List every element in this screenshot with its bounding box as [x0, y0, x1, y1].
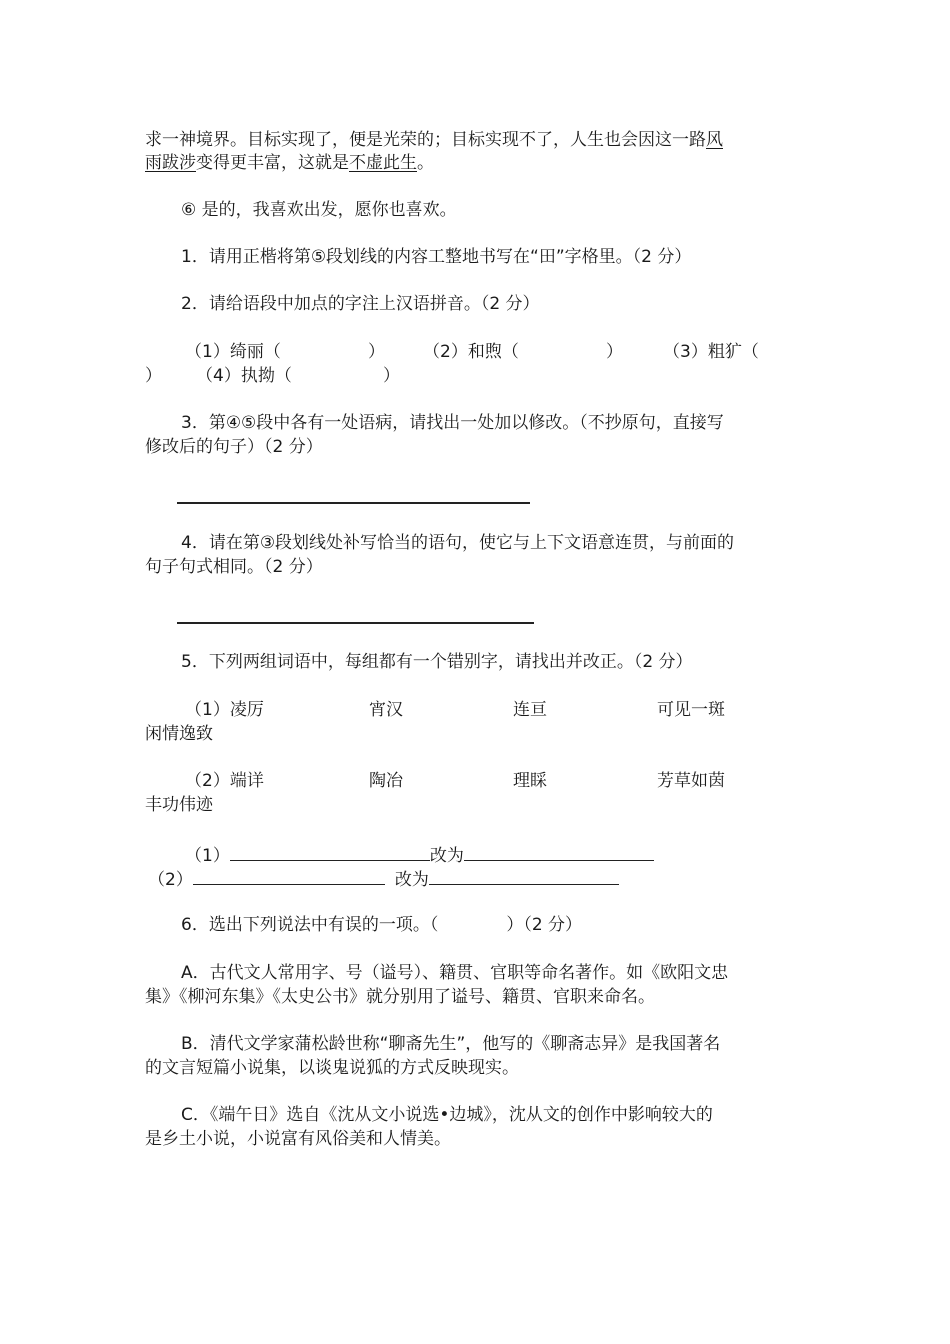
intro-line-1	[145, 128, 723, 152]
q6-option-c-line-1: C．《端午日》选自《沈从文小说选•边城》，沈从文的创作中影响较大的	[181, 1105, 713, 1125]
q5-g2-word-5: 丰功伟迹	[145, 795, 213, 815]
q6-option-a-line-2: 集》《柳河东集》《太史公书》就分别用了谥号、籍贯、官职来命名。	[145, 987, 655, 1007]
q6-option-b-line-2: 的文言短篇小说集，以谈鬼说狐的方式反映现实。	[145, 1058, 519, 1078]
q2-item-2: （2）和煦（	[423, 342, 519, 362]
answer-blank[interactable]	[464, 842, 654, 861]
q4-answer-line[interactable]	[177, 622, 534, 624]
q2-item-2-close: ）	[606, 342, 623, 362]
change-label: 改为	[394, 870, 429, 890]
q6-stem-text: 6．选出下列说法中有误的一项。（	[181, 915, 439, 935]
q3-answer-line[interactable]	[177, 502, 530, 504]
answer-label: （2）	[148, 870, 193, 890]
q2-item-1-close: ）	[368, 342, 385, 362]
question-1: 1．请用正楷将第⑤段划线的内容工整地书写在“田”字格里。（2 分）	[181, 247, 692, 267]
intro-text: 求一神境界。目标实现了，便是光荣的；目标实现不了，人生也会因这一路	[145, 130, 706, 150]
q2-item-1: （1）绮丽（	[185, 342, 281, 362]
question-3-line-2: 修改后的句子）（2 分）	[145, 437, 323, 457]
q5-g1-word-4: 可见一斑	[657, 700, 725, 720]
q5-g2-word-3: 理睬	[513, 771, 547, 791]
q5-g2-word-2: 陶冶	[369, 771, 403, 791]
question-6-stem	[181, 913, 582, 937]
q5-answer-1	[185, 842, 654, 868]
question-2-stem: 2．请给语段中加点的字注上汉语拼音。（2 分）	[181, 294, 540, 314]
question-4-line-2: 句子句式相同。（2 分）	[145, 557, 323, 577]
q2-item-3: （3）粗犷（	[663, 342, 759, 362]
intro-text: 变得更丰富，这就是	[196, 153, 349, 173]
underlined-text: 风	[706, 130, 723, 150]
answer-blank[interactable]	[429, 866, 619, 885]
question-4-line-1: 4．请在第③段划线处补写恰当的语句，使它与上下文语意连贯，与前面的	[181, 533, 735, 553]
q5-g2-word-4: 芳草如茵	[657, 771, 725, 791]
question-3-line-1: 3．第④⑤段中各有一处语病，请找出一处加以修改。（不抄原句，直接写	[181, 413, 724, 433]
q6-option-c-line-2: 是乡土小说，小说富有风俗美和人情美。	[145, 1129, 451, 1149]
underlined-text: 雨跋涉	[145, 153, 196, 173]
q5-g2-word-1: （2）端详	[185, 771, 264, 791]
q2-item-3-close: ）	[145, 366, 162, 386]
answer-blank[interactable]	[230, 842, 430, 861]
change-label: 改为	[429, 846, 464, 866]
answer-blank[interactable]	[193, 866, 385, 885]
q5-g1-word-3: 连亘	[513, 700, 547, 720]
q5-g1-word-2: 宵汉	[369, 700, 403, 720]
intro-text: 。	[417, 153, 434, 173]
q6-option-a-line-1: A．古代文人常用字、号（谥号）、籍贯、官职等命名著作。如《欧阳文忠	[181, 963, 729, 983]
q6-option-b-line-1: B．清代文学家蒲松龄世称“聊斋先生”，他写的《聊斋志异》是我国著名	[181, 1034, 721, 1054]
q2-item-4: （4）执拗（	[196, 366, 292, 386]
q5-g1-word-5: 闲情逸致	[145, 724, 213, 744]
question-5-stem: 5．下列两组词语中，每组都有一个错别字，请找出并改正。（2 分）	[181, 652, 693, 672]
intro-line-2	[145, 151, 434, 175]
q5-g1-word-1: （1）凌厉	[185, 700, 264, 720]
answer-label: （1）	[185, 846, 230, 866]
q2-item-4-close: ）	[383, 366, 400, 386]
underlined-text: 不虚此生	[349, 153, 417, 173]
q5-answer-2	[148, 866, 619, 892]
paragraph-6: ⑥ 是的，我喜欢出发，愿你也喜欢。	[181, 200, 457, 220]
q6-stem-text: ）（2 分）	[506, 915, 583, 935]
